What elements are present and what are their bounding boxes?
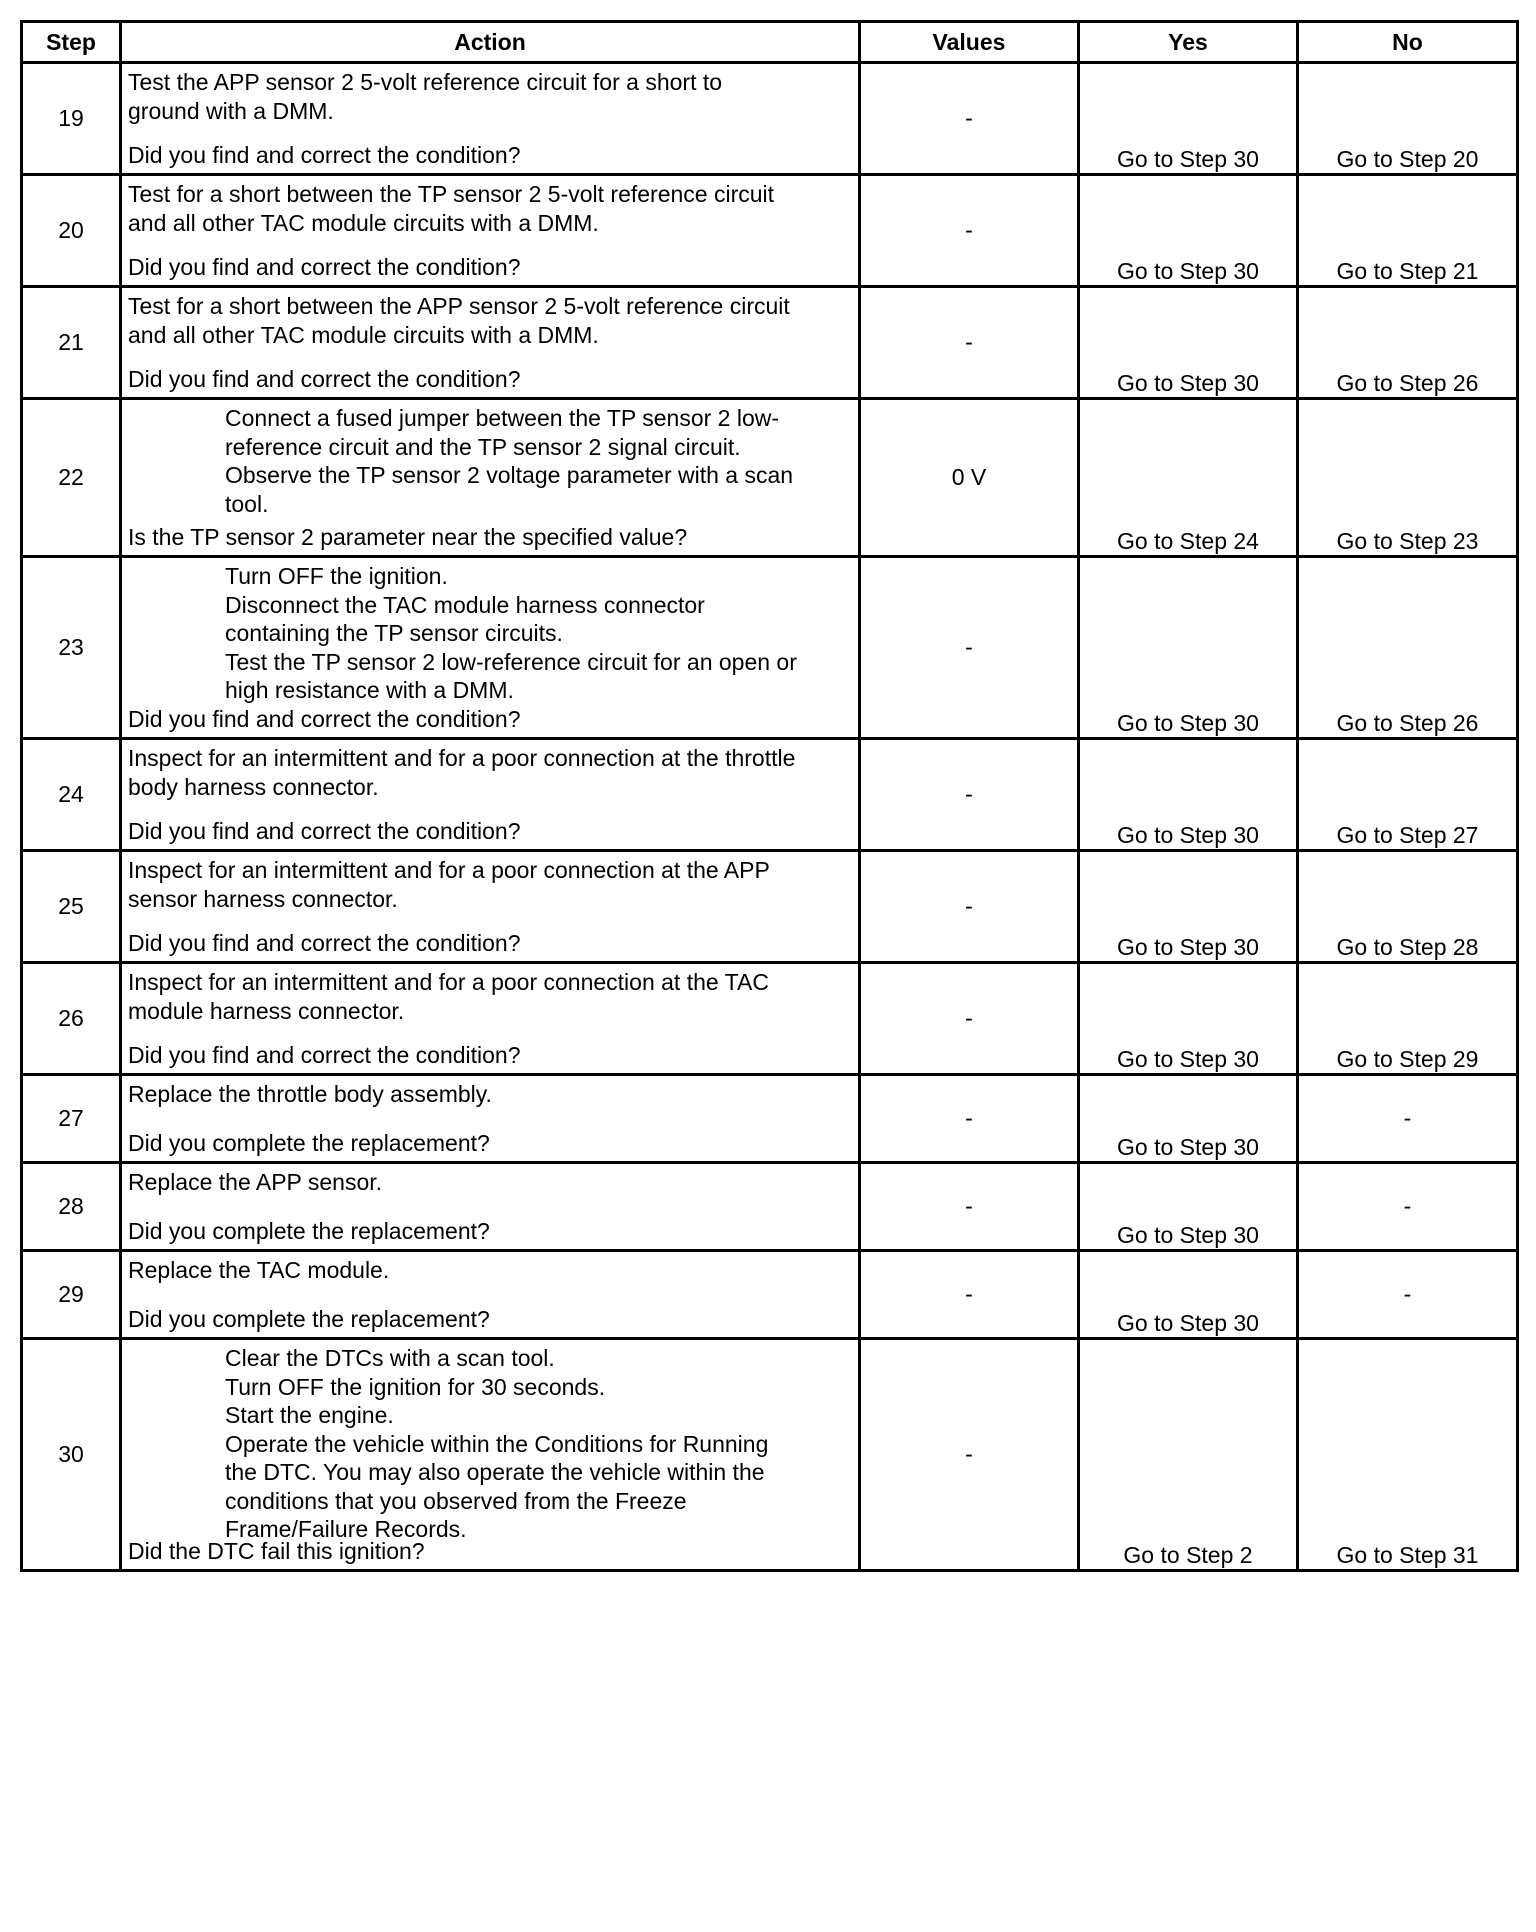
action-line: module harness connector.: [128, 997, 405, 1024]
yes-cell: Go to Step 30: [1079, 63, 1298, 175]
action-instructions: [122, 1164, 858, 1197]
action-line: Replace the APP sensor.: [128, 1169, 383, 1195]
action-question: Did the DTC fail this ignition?: [128, 1538, 425, 1564]
action-cell: [121, 287, 860, 399]
step-number: 19: [22, 63, 121, 175]
no-cell: Go to Step 26: [1298, 557, 1518, 739]
action-question: Did you find and correct the condition?: [128, 142, 521, 168]
step-number: 27: [22, 1075, 121, 1163]
action-line: ground with a DMM.: [128, 97, 334, 124]
action-question: Did you find and correct the condition?: [128, 930, 521, 956]
step-number: 25: [22, 851, 121, 963]
no-cell: -: [1298, 1075, 1518, 1163]
header-no: No: [1298, 22, 1518, 63]
action-line: Disconnect the TAC module harness connector: [225, 591, 705, 618]
action-line: body harness connector.: [128, 773, 379, 800]
table-row: [22, 399, 1518, 557]
action-instructions: [122, 1252, 858, 1285]
header-values: Values: [860, 22, 1079, 63]
step-number: 23: [22, 557, 121, 739]
yes-cell: Go to Step 30: [1079, 557, 1298, 739]
value-cell: -: [860, 557, 1079, 739]
no-cell: Go to Step 21: [1298, 175, 1518, 287]
value-cell: -: [860, 1075, 1079, 1163]
no-cell: Go to Step 31: [1298, 1339, 1518, 1571]
yes-cell: Go to Step 24: [1079, 399, 1298, 557]
action-cell: [121, 1075, 860, 1163]
action-line: Test for a short between the APP sensor 2 5-volt reference circuit: [128, 293, 790, 319]
table-row: [22, 287, 1518, 399]
action-line: containing the TP sensor circuits.: [225, 620, 563, 646]
table-row: [22, 63, 1518, 175]
table-row: [22, 1075, 1518, 1163]
action-line: Inspect for an intermittent and for a poor connection at the TAC: [128, 969, 769, 995]
yes-cell: Go to Step 2: [1079, 1339, 1298, 1571]
table-row: [22, 175, 1518, 287]
action-cell: [121, 1163, 860, 1251]
yes-cell: Go to Step 30: [1079, 1075, 1298, 1163]
value-cell: -: [860, 1251, 1079, 1339]
action-cell: [121, 1339, 860, 1571]
step-number: 24: [22, 739, 121, 851]
action-instructions: [122, 1340, 858, 1544]
yes-cell: Go to Step 30: [1079, 739, 1298, 851]
action-line: and all other TAC module circuits with a DMM.: [128, 209, 599, 236]
action-line: Test the TP sensor 2 low-reference circuit for an open or: [225, 648, 797, 675]
table-row: [22, 1163, 1518, 1251]
action-line: Test the APP sensor 2 5-volt reference circuit for a short to: [128, 69, 723, 95]
action-line: Operate the vehicle within the Conditions for Running: [225, 1430, 769, 1457]
action-question: Is the TP sensor 2 parameter near the specified value?: [128, 524, 688, 550]
action-line: Inspect for an intermittent and for a poor connection at the throttle: [128, 745, 796, 771]
action-instructions: [122, 740, 858, 801]
no-cell: Go to Step 26: [1298, 287, 1518, 399]
action-question: Did you complete the replacement?: [128, 1306, 490, 1332]
value-cell: -: [860, 1163, 1079, 1251]
action-instructions: [122, 1076, 858, 1109]
no-cell: -: [1298, 1163, 1518, 1251]
action-line: Connect a fused jumper between the TP sensor 2 low-: [225, 405, 780, 431]
action-line: tool.: [225, 490, 269, 517]
value-cell: 0 V: [860, 399, 1079, 557]
diagnostic-table: [20, 20, 1519, 1572]
table-body: [22, 63, 1518, 1571]
action-line: Replace the throttle body assembly.: [128, 1081, 492, 1107]
header-action: Action: [121, 22, 860, 63]
action-line: Turn OFF the ignition for 30 seconds.: [225, 1373, 606, 1400]
step-number: 30: [22, 1339, 121, 1571]
action-line: Replace the TAC module.: [128, 1257, 390, 1283]
action-line: Inspect for an intermittent and for a poor connection at the APP: [128, 857, 770, 883]
action-cell: [121, 175, 860, 287]
action-line: reference circuit and the TP sensor 2 signal circuit.: [225, 433, 741, 460]
action-question: Did you complete the replacement?: [128, 1130, 490, 1156]
yes-cell: Go to Step 30: [1079, 1163, 1298, 1251]
action-question: Did you complete the replacement?: [128, 1218, 490, 1244]
action-line: high resistance with a DMM.: [225, 677, 514, 703]
value-cell: -: [860, 963, 1079, 1075]
table-row: [22, 1339, 1518, 1571]
action-cell: [121, 1251, 860, 1339]
action-cell: [121, 557, 860, 739]
action-line: sensor harness connector.: [128, 885, 398, 912]
yes-cell: Go to Step 30: [1079, 963, 1298, 1075]
action-line: Frame/Failure Records.: [225, 1516, 467, 1542]
yes-cell: Go to Step 30: [1079, 287, 1298, 399]
value-cell: -: [860, 739, 1079, 851]
action-line: Start the engine.: [225, 1402, 394, 1428]
step-number: 26: [22, 963, 121, 1075]
action-line: conditions that you observed from the Freeze: [225, 1487, 687, 1514]
action-question: Did you find and correct the condition?: [128, 366, 521, 392]
no-cell: Go to Step 29: [1298, 963, 1518, 1075]
value-cell: -: [860, 851, 1079, 963]
value-cell: -: [860, 63, 1079, 175]
header-step: Step: [22, 22, 121, 63]
action-line: Observe the TP sensor 2 voltage parameter with a scan: [225, 462, 794, 488]
action-line: Turn OFF the ignition.: [225, 563, 448, 589]
action-question: Did you find and correct the condition?: [128, 818, 521, 844]
step-number: 28: [22, 1163, 121, 1251]
action-question: Did you find and correct the condition?: [128, 1042, 521, 1068]
value-cell: -: [860, 175, 1079, 287]
action-line: the DTC. You may also operate the vehicle within the: [225, 1459, 765, 1485]
action-instructions: [122, 176, 858, 237]
action-cell: [121, 851, 860, 963]
table-row: [22, 851, 1518, 963]
action-instructions: [122, 558, 858, 705]
table-row: [22, 739, 1518, 851]
no-cell: Go to Step 28: [1298, 851, 1518, 963]
action-cell: [121, 63, 860, 175]
step-number: 21: [22, 287, 121, 399]
action-instructions: [122, 64, 858, 125]
action-question: Did you find and correct the condition?: [128, 706, 521, 732]
action-line: Clear the DTCs with a scan tool.: [225, 1345, 555, 1371]
action-line: and all other TAC module circuits with a DMM.: [128, 321, 599, 348]
yes-cell: Go to Step 30: [1079, 1251, 1298, 1339]
step-number: 20: [22, 175, 121, 287]
action-instructions: [122, 400, 858, 518]
table-row: [22, 1251, 1518, 1339]
action-cell: [121, 963, 860, 1075]
step-number: 29: [22, 1251, 121, 1339]
action-line: Test for a short between the TP sensor 2 5-volt reference circuit: [128, 181, 775, 207]
yes-cell: Go to Step 30: [1079, 851, 1298, 963]
table-row: [22, 557, 1518, 739]
action-instructions: [122, 288, 858, 349]
value-cell: -: [860, 287, 1079, 399]
action-cell: [121, 399, 860, 557]
step-number: 22: [22, 399, 121, 557]
action-instructions: [122, 852, 858, 913]
no-cell: -: [1298, 1251, 1518, 1339]
value-cell: -: [860, 1339, 1079, 1571]
no-cell: Go to Step 23: [1298, 399, 1518, 557]
action-instructions: [122, 964, 858, 1025]
header-row: [22, 22, 1518, 63]
action-cell: [121, 739, 860, 851]
action-question: Did you find and correct the condition?: [128, 254, 521, 280]
table-row: [22, 963, 1518, 1075]
yes-cell: Go to Step 30: [1079, 175, 1298, 287]
no-cell: Go to Step 27: [1298, 739, 1518, 851]
header-yes: Yes: [1079, 22, 1298, 63]
no-cell: Go to Step 20: [1298, 63, 1518, 175]
